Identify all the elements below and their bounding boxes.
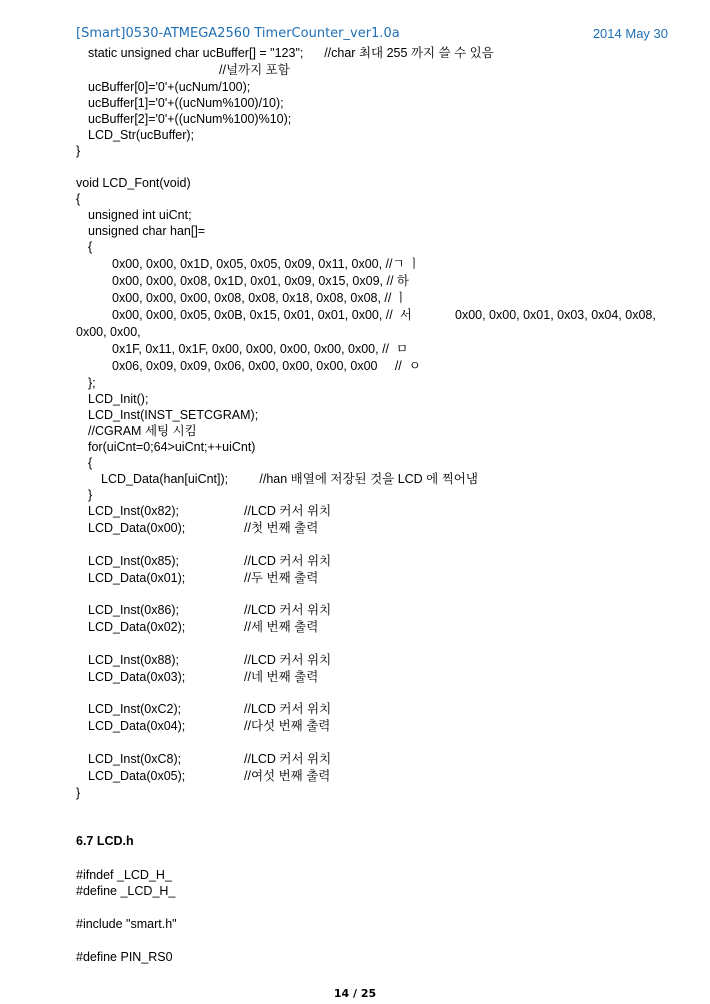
code-line: }; — [88, 376, 96, 390]
code-line: LCD_Inst(0xC8); — [88, 752, 182, 766]
code-line: ucBuffer[2]='0'+((ucNum%100)%10); — [88, 112, 292, 126]
code-line: LCD_Data(0x03); — [88, 670, 186, 684]
code-comment: //LCD 커서 위치 — [244, 603, 332, 617]
code-line: unsigned char han[]= — [88, 224, 206, 238]
code-line: } — [76, 786, 81, 800]
code-line: for(uiCnt=0;64>uiCnt;++uiCnt) — [88, 440, 256, 454]
code-line: 0x00, 0x00, 0x08, 0x1D, 0x01, 0x09, 0x15, 0x09, // 하 — [112, 274, 409, 288]
code-comment: //LCD 커서 위치 — [244, 653, 332, 667]
code-comment: //LCD 커서 위치 — [244, 554, 332, 568]
code-line: LCD_Data(0x05); — [88, 769, 186, 783]
code-comment: //LCD 커서 위치 — [244, 702, 332, 716]
code-line: ucBuffer[0]='0'+(ucNum/100); — [88, 80, 251, 94]
code-line: 0x00, 0x00, 0x00, 0x08, 0x08, 0x18, 0x08, 0x08, // ㅣ — [112, 291, 407, 305]
code-comment: //LCD 커서 위치 — [244, 504, 332, 518]
code-line: LCD_Data(0x00); — [88, 521, 186, 535]
code-comment: //LCD 커서 위치 — [244, 752, 332, 766]
code-line: //CGRAM 세팅 시킴 — [88, 424, 197, 438]
code-line: #define _LCD_H_ — [76, 884, 176, 898]
header-title: [Smart]0530-ATMEGA2560 TimerCounter_ver1.0a — [76, 26, 400, 41]
code-line: #define PIN_RS0 — [76, 950, 173, 964]
code-line: #ifndef _LCD_H_ — [76, 868, 172, 882]
code-line: LCD_Data(0x01); — [88, 571, 186, 585]
code-line: { — [88, 456, 93, 470]
page-number: 14 / 25 — [333, 987, 377, 1000]
code-line: 0x00, 0x00, 0x05, 0x0B, 0x15, 0x01, 0x01, 0x00, // 서 — [112, 308, 412, 322]
code-line: } — [76, 144, 81, 158]
code-comment: //첫 번째 출력 — [244, 521, 319, 535]
code-line: void LCD_Font(void) — [76, 176, 191, 190]
section-heading: 6.7 LCD.h — [76, 834, 134, 848]
code-line: LCD_Data(han[uiCnt]); //han 배열에 저장된 것을 LCD 에 찍어냄 — [101, 472, 478, 486]
code-comment: //세 번째 출력 — [244, 620, 319, 634]
code-line: 0x00, 0x00, — [76, 325, 141, 339]
header-date: 2014 May 30 — [592, 26, 668, 41]
code-line: LCD_Inst(0x85); — [88, 554, 180, 568]
code-line: LCD_Data(0x02); — [88, 620, 186, 634]
code-line: } — [88, 488, 93, 502]
code-comment: //여섯 번째 출력 — [244, 769, 331, 783]
code-line: static unsigned char ucBuffer[] = "123"; //char 최대 255 까지 쓸 수 있음 — [88, 46, 494, 60]
code-line: unsigned int uiCnt; — [88, 208, 192, 222]
code-line: LCD_Inst(0x88); — [88, 653, 180, 667]
code-line: LCD_Inst(0x82); — [88, 504, 180, 518]
code-line: LCD_Inst(INST_SETCGRAM); — [88, 408, 259, 422]
code-line: LCD_Init(); — [88, 392, 149, 406]
code-line: #include "smart.h" — [76, 917, 177, 931]
code-comment: //다섯 번째 출력 — [244, 719, 331, 733]
code-line: LCD_Inst(0x86); — [88, 603, 180, 617]
code-line: ucBuffer[1]='0'+((ucNum%100)/10); — [88, 96, 284, 110]
code-line: 0x00, 0x00, 0x01, 0x03, 0x04, 0x08, — [455, 308, 656, 322]
code-line: LCD_Data(0x04); — [88, 719, 186, 733]
code-comment: //두 번째 출력 — [244, 571, 319, 585]
code-line: { — [88, 240, 93, 254]
code-line: 0x06, 0x09, 0x09, 0x06, 0x00, 0x00, 0x00, 0x00 // ㅇ — [112, 359, 421, 373]
code-line: 0x1F, 0x11, 0x1F, 0x00, 0x00, 0x00, 0x00, 0x00, // ㅁ — [112, 342, 409, 356]
code-line: { — [76, 192, 81, 206]
code-comment: //널까지 포함 — [219, 63, 290, 77]
code-line: LCD_Str(ucBuffer); — [88, 128, 195, 142]
code-line: LCD_Inst(0xC2); — [88, 702, 182, 716]
code-comment: //네 번째 출력 — [244, 670, 319, 684]
code-line: 0x00, 0x00, 0x1D, 0x05, 0x05, 0x09, 0x11, 0x00, //ㄱ ㅣ — [112, 257, 421, 271]
